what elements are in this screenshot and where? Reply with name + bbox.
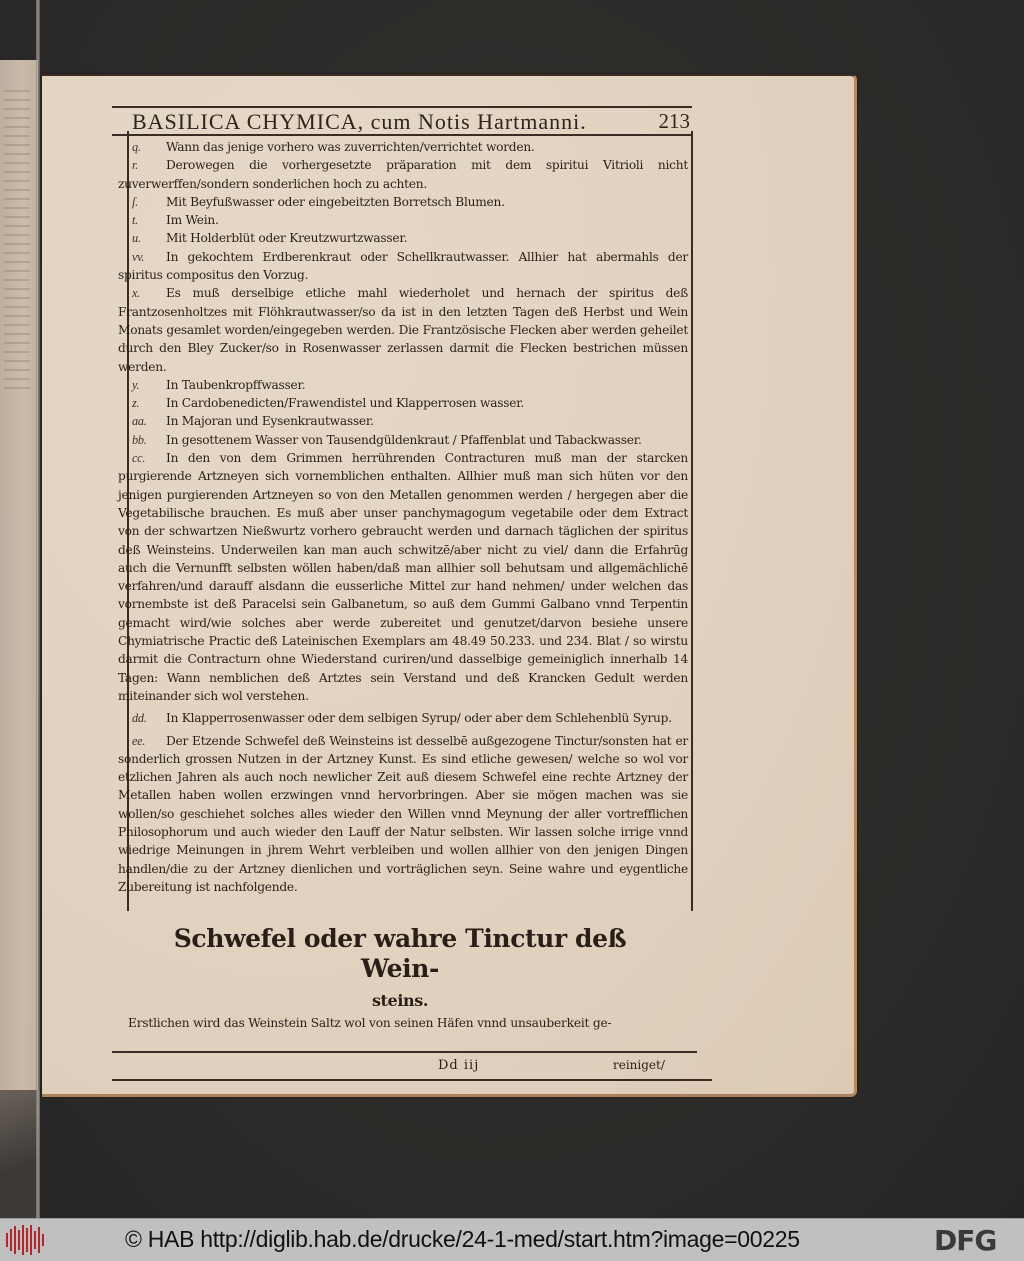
footer-bar [0, 1218, 1024, 1261]
note-text: In Taubenkropffwasser. [166, 377, 306, 392]
note-text: Im Wein. [166, 213, 219, 228]
note-entry [118, 376, 688, 394]
section-heading-line2: steins. [371, 991, 429, 1010]
note-text: In Majoran und Eysenkrautwasser. [166, 414, 374, 429]
copyright-link[interactable]: © HAB http://diglib.hab.de/drucke/24-1-med/start.htm?image=00225 [125, 1226, 800, 1252]
note-entry [118, 449, 688, 705]
note-label: q. [132, 140, 141, 154]
running-head-title: BASILICA CHYMICA, cum Notis Hartmanni. [132, 109, 587, 134]
note-label: aa. [132, 414, 147, 429]
note-text: In Cardobenedicten/Frawendistel und Klapperrosen wasser. [166, 396, 525, 411]
note-label: dd. [132, 711, 147, 726]
note-label: r. [132, 158, 138, 173]
note-label: u. [132, 231, 141, 246]
note-label: cc. [132, 451, 146, 466]
note-entry [118, 156, 688, 193]
note-entry [118, 248, 688, 285]
note-label: bb. [132, 432, 147, 447]
catchword: reiniget/ [613, 1058, 665, 1072]
note-text: In gekochtem Erdberenkraut oder Schellkrautwasser. Allhier hat abermahls der spiritus compositus den Vorzug. [118, 249, 688, 283]
note-label: t. [132, 213, 138, 228]
note-text: Mit Holderblüt oder Kreutzwurtzwasser. [166, 231, 408, 246]
section-first-line: Erstlichen wird das Weinstein Saltz wol von seinen Häfen vnnd unsauberkeit ge- [128, 1016, 612, 1030]
note-label: y. [132, 377, 140, 392]
annotation-notes [118, 138, 688, 896]
signature-mark: Dd iij [438, 1058, 480, 1073]
dfg-logo-icon: DFG [934, 1224, 997, 1257]
note-entry [118, 412, 688, 430]
note-label: x. [132, 286, 140, 301]
note-text: In Klapperrosenwasser oder dem selbigen Syrup/ oder aber dem Schlehenblü Syrup. [166, 711, 672, 726]
note-entry [118, 709, 688, 727]
note-text: In gesottenem Wasser von Tausendgüldenkraut / Pfaffenblat und Tabackwasser. [166, 432, 642, 447]
note-text: Der Etzende Schwefel deß Weinsteins ist desselbē außgezogene Tinctur/sonsten hat er sonderlich grossen Nutzen in der Artzney Kunst. Es sind etliche gewesen/ welche so wol vor etzlichen Jahren als auch noch newlicher Zeit auß diesem Schwefel eine rechte Artzney der Metallen haben wollen erzwingen vnnd hervorbringen. Aber sie mögen machen was sie wollen/so geschiehet solches alles wieder den Willen vnnd Meynung der aller vortrefflichen Philosophorum und auch wieder den Lauff der Natur selbsten. Wir lassen solche irrige vnnd wiedrige Meinungen in jhrem Wehrt verbleiben und wollen allhier von den jenigen Dingen handlen/die zu der Artzney dienlichen und vorträglichen seyn. Seine wahre und eygentliche Zubereitung ist nachfolgende. [118, 733, 688, 894]
note-text: In den von dem Grimmen herrührenden Contracturen muß man der starcken purgierende Artzneyen sich vornemblichen enthalten. Allhier muß man sich hüten vor den jenigen purgierenden Artzneyen so von den Metallen genommen werden / hergegen aber die Vegetabilische brauchen. Es muß aber unser panchymagogum vegetabile oder dem Extract von der schwartzen Nießwurtz vorhero gebraucht werden und darnach täglichen der spiritus deß Weinsteins. Underweilen kan man auch schwitzē/aber nicht zu viel/ dann die Erfahrūg auch die Vernunfft selbsten wöllen haben/daß man allhier soll behutsam und allgemächlichē verfahren/und darauff alsdann die eusserliche Mittel zur hand nehmen/ under welchen das vornembste ist deß Paracelsi sein Galbanetum, so auß dem Gummi Galbano vnnd Terpentin gemacht wird/wie solches aber werde zubereitet und genutzet/darvon besiehe unsere Chymiatrische Practic deß Lateinischen Exemplars am 48.49 50.233. und 234. Blat / so wirstu darmit die Contracturn ohne Wiederstand curiren/und dasselbige gemeiniglich innerhalb 14 Tagen: Wann nemblichen deß Artztes sein Verstand und deß Krancken Gedult werden miteinander sich wol verstehen. [118, 451, 688, 703]
note-entry [118, 211, 688, 229]
note-entry [118, 284, 688, 375]
note-entry [118, 138, 688, 156]
footer-rule-lower [112, 1079, 712, 1081]
note-label: z. [132, 396, 140, 411]
note-text: Wann das jenige vorhero was zuverrichten/verrichtet worden. [166, 140, 535, 154]
note-text: Mit Beyfußwasser oder eingebeitzten Borretsch Blumen. [166, 194, 505, 209]
note-label: ſ. [132, 194, 138, 209]
section-heading [150, 924, 650, 1016]
note-entry [118, 229, 688, 247]
section-heading-line1: Schwefel oder wahre Tinctur deß Wein- [173, 924, 627, 983]
adjacent-page-edge [0, 60, 38, 1090]
note-entry [118, 394, 688, 412]
adjacent-page-shadow [0, 1090, 40, 1218]
note-entry [118, 431, 688, 449]
note-text: Es muß derselbige etliche mahl wiederholet und hernach der spiritus deß Frantzosenholtzes mit Flöhkrautwasser/so da ist in den letzten Tagen deß Herbst und Wein Monats gesamlet worden/eingegeben werden. Die Frantzösische Flecken aber werden geheilet durch den Bley Zucker/so in Rosenwasser zerlassen darmit die Flecken bestrichen müssen werden. [118, 286, 688, 374]
page-number: 213 [658, 109, 690, 133]
note-label: ee. [132, 733, 146, 748]
footer-rule [112, 1051, 697, 1053]
hab-logo-icon [6, 1225, 46, 1255]
note-entry [118, 732, 688, 897]
note-entry [118, 193, 688, 211]
glass-plate-edge [36, 0, 40, 1218]
note-text: Derowegen die vorhergesetzte präparation mit dem spiritui Vitrioli nicht zuverwerffen/sondern sonderlichen hoch zu achten. [118, 158, 688, 191]
note-label: vv. [132, 249, 145, 264]
